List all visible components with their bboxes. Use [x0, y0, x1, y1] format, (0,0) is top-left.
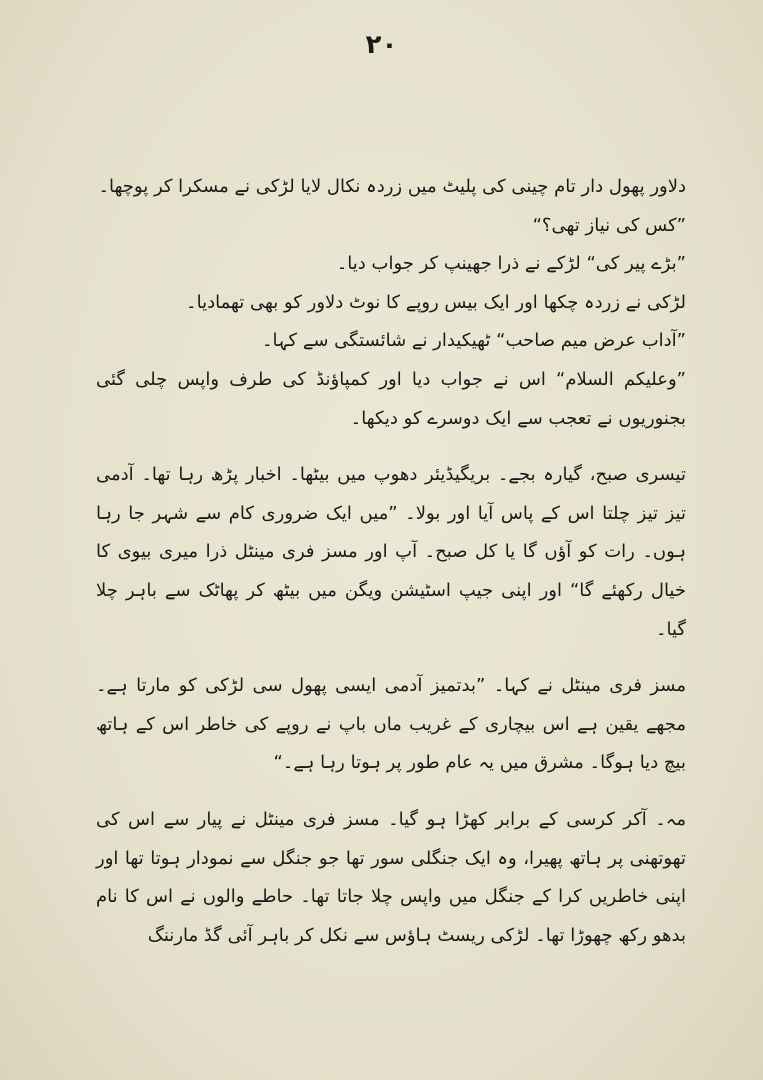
- page-number: ۲۰: [365, 30, 398, 60]
- paragraph-3: ”بڑے پیر کی“ لڑکے نے ذرا جھینپ کر جواب دیا۔: [336, 253, 686, 275]
- paragraph-1: دلاور پھول دار تام چینی کی پلیٹ میں زردہ نکال لایا لڑکی نے مسکرا کر پوچھا۔: [98, 176, 686, 197]
- paragraph-7: تیسری صبح، گیارہ بجے۔ بریگیڈیئر دھوپ میں بیٹھا۔ اخبار پڑھ رہا تھا۔ آدمی تیز تیز چلتا اس کے پاس آیا اور بولا۔ ”میں ایک ضروری کام سے شہر جا رہا ہوں۔ رات کو آؤں گا یا کل صبح۔ آپ اور مسز فری مینٹل ذرا میری بیوی کا خیال رکھئے گا“ اور اپنی جیپ اسٹیشن ویگن میں بیٹھ کر پھاٹک سے باہر چلا گیا۔: [96, 464, 686, 640]
- paragraph-4: لڑکی نے زردہ چکھا اور ایک بیس روپے کا نوٹ دلاور کو بھی تھمادیا۔: [186, 291, 686, 313]
- paragraph-2: ”کس کی نیاز تھی؟“: [532, 214, 686, 236]
- body-text: [96, 168, 686, 955]
- paragraph-5: ”آداب عرض میم صاحب“ ٹھیکیدار نے شائستگی سے کہا۔: [261, 330, 686, 352]
- paragraph-6: ”وعلیکم السلام“ اس نے جواب دیا اور کمپاؤنڈ کی طرف واپس چلی گئی بجنوریوں نے تعجب سے ایک دوسرے کو دیکھا۔: [96, 368, 686, 429]
- paragraph-8: مسز فری مینٹل نے کہا۔ ”بدتمیز آدمی ایسی پھول سی لڑکی کو مارتا ہے۔ مجھے یقین ہے اس بیچاری کے غریب ماں باپ نے روپے کی خاطر اس کے ہاتھ بیچ دیا ہوگا۔ مشرق میں یہ عام طور پر ہوتا رہا ہے۔“: [96, 675, 686, 774]
- paragraph-9: مہ۔ آکر کرسی کے برابر کھڑا ہو گیا۔ مسز فری مینٹل نے پیار سے اس کی تھوتھنی پر ہاتھ پھیرا، وہ ایک جنگلی سور تھا جو جنگل سے نمودار ہوتا تھا اور اپنی خاطریں کرا کے جنگل میں واپس چلا جاتا تھا۔ حاطے والوں نے اس کا نام بدھو رکھ چھوڑا تھا۔ لڑکی ریسٹ ہاؤس سے نکل کر باہر آئی گڈ مارننگ: [96, 808, 686, 946]
